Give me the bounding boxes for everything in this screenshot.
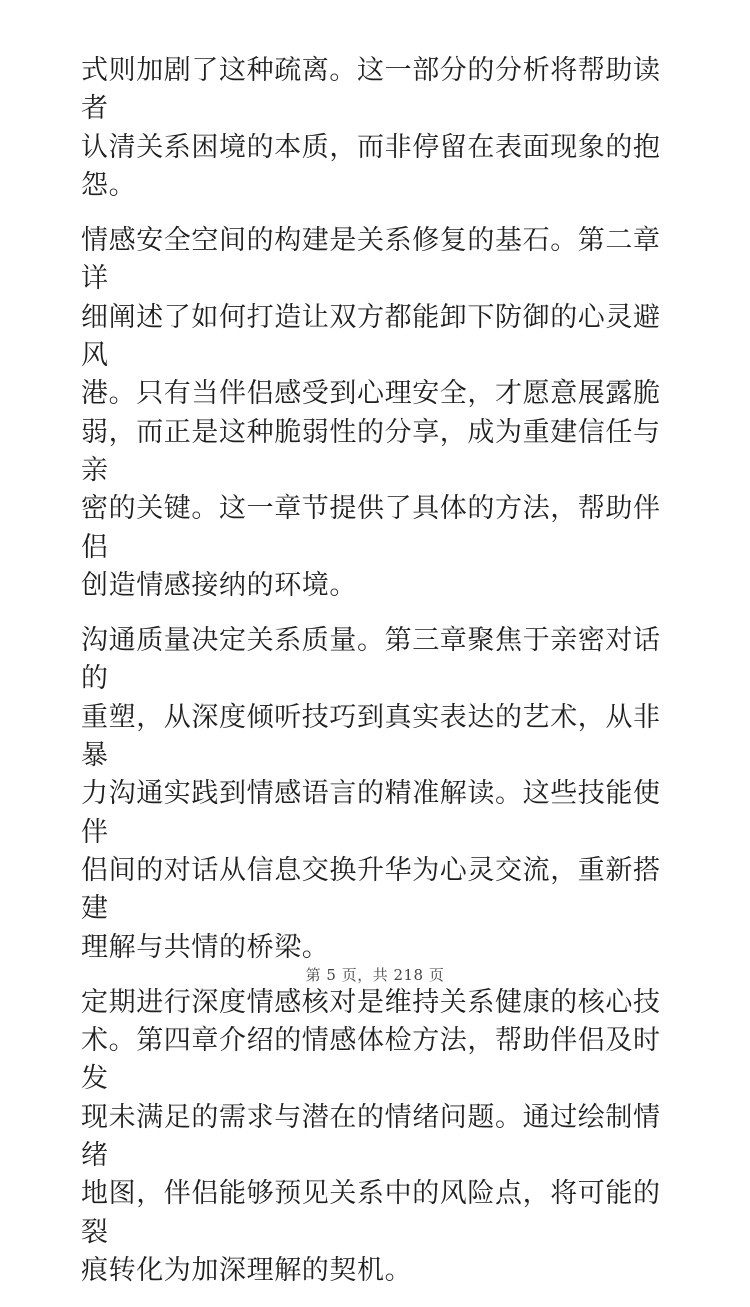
paragraph: 沟通质量决定关系质量。第三章聚焦于亲密对话的 重塑，从深度倾听技巧到真实表达的艺术，从非暴 力沟通实践到情感语言的精准解读。这些技能使伴 侣间的对话从信息交换升华为心灵交流，重新搭建 理解与共情的桥梁。 [81,625,661,963]
page-body [81,52,681,1307]
paragraph: 情感安全空间的构建是关系修复的基石。第二章详 细阐述了如何打造让双方都能卸下防御的心灵避风 港。只有当伴侣感受到心理安全，才愿意展露脆 弱，而正是这种脆弱性的分享，成为重建信任与亲 密的关键。这一章节提供了具体的方法，帮助伴侣 创造情感接纳的环境。 [81,225,661,601]
page-number: 第 5 页，共 218 页 [305,966,445,984]
paragraph: 式则加剧了这种疏离。这一部分的分析将帮助读者 认清关系困境的本质，而非停留在表面现象的抱 怨。 [81,55,661,201]
paragraph: 定期进行深度情感核对是维持关系健康的核心技 术。第四章介绍的情感体检方法，帮助伴侣及时发 现未满足的需求与潜在的情绪问题。通过绘制情绪 地图，伴侣能够预见关系中的风险点，将可能的裂 痕转化为加深理解的契机。 [81,986,661,1286]
